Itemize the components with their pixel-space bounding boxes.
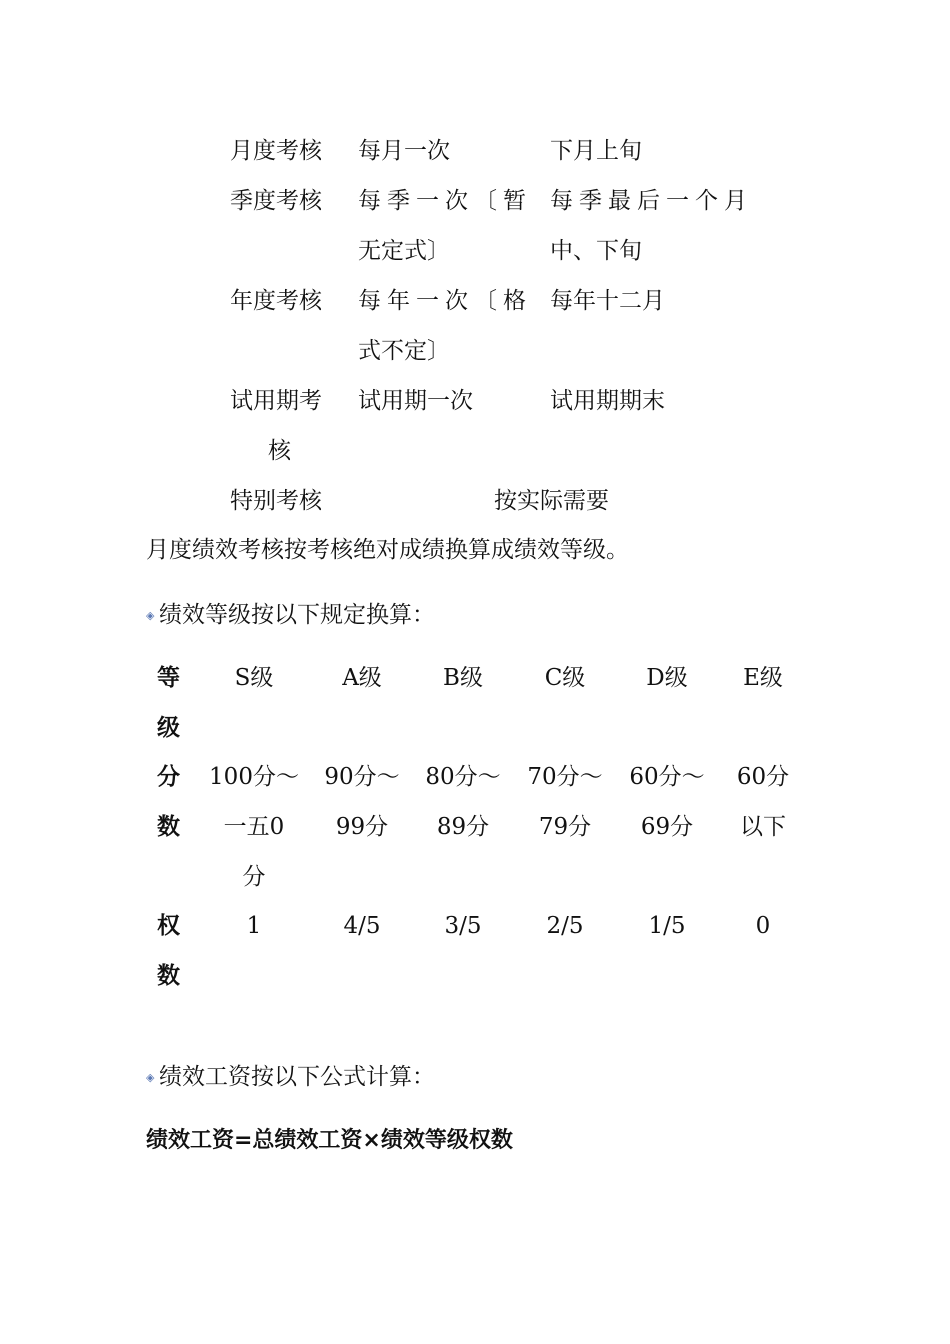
- conversion-paragraph: 月度绩效考核按考核绝对成绩换算成绩效等级。: [146, 537, 629, 563]
- schedule-freq-monthly: 每月一次: [358, 138, 450, 164]
- diamond-bullet-icon: ◈: [146, 1071, 155, 1084]
- score-d-line2: 69分: [640, 814, 694, 840]
- score-e-line2: 以下: [740, 814, 786, 840]
- schedule-timing-probation: 试用期期末: [550, 388, 665, 414]
- score-b-line2: 89分: [436, 814, 490, 840]
- weight-a: 4/5: [343, 913, 381, 939]
- schedule-freq-annual-line2: 式不定〕: [358, 338, 450, 364]
- grade-c: C级: [544, 665, 586, 691]
- score-b-line1: 80分～: [425, 764, 501, 790]
- row-label-score-1: 分: [157, 763, 180, 790]
- grade-a: A级: [342, 665, 382, 691]
- schedule-timing-annual: 每年十二月: [550, 288, 665, 314]
- grade-b: B级: [443, 665, 483, 691]
- row-label-grade-2: 级: [157, 714, 180, 741]
- score-c-line2: 79分: [538, 814, 592, 840]
- formula-heading-text: 绩效工资按以下公式计算：: [159, 1064, 435, 1090]
- salary-formula: 绩效工资=总绩效工资×绩效等级权数: [146, 1128, 513, 1153]
- schedule-type-probation-line2: 核: [268, 438, 291, 464]
- score-s-line2: 一五0: [223, 814, 285, 840]
- score-s-line1: 100分～: [209, 764, 299, 790]
- weight-d: 1/5: [648, 913, 686, 939]
- score-s-line3: 分: [242, 864, 266, 890]
- schedule-timing-monthly: 下月上旬: [550, 138, 642, 164]
- weight-e: 0: [755, 913, 771, 939]
- schedule-type-monthly: 月度考核: [230, 138, 322, 164]
- score-d-line1: 60分～: [629, 764, 705, 790]
- weight-c: 2/5: [546, 913, 584, 939]
- schedule-freq-annual-line1: 每年一次〔格: [358, 288, 532, 314]
- schedule-timing-quarterly-line1: 每季最后一个月: [550, 188, 753, 214]
- grade-rule-heading-text: 绩效等级按以下规定换算：: [159, 602, 435, 628]
- row-label-grade-1: 等: [157, 664, 180, 691]
- row-label-score-2: 数: [157, 813, 180, 840]
- score-a-line1: 90分～: [324, 764, 400, 790]
- score-e-line1: 60分: [736, 764, 790, 790]
- weight-s: 1: [246, 913, 262, 939]
- row-label-weight-2: 数: [157, 962, 180, 989]
- schedule-freq-quarterly-line1: 每季一次〔暂: [358, 188, 532, 214]
- diamond-bullet-icon: ◈: [146, 609, 155, 622]
- schedule-type-annual: 年度考核: [230, 288, 322, 314]
- grade-e: E级: [743, 665, 783, 691]
- formula-heading: [146, 1062, 435, 1093]
- row-label-weight-1: 权: [157, 912, 180, 939]
- weight-b: 3/5: [444, 913, 482, 939]
- grade-rule-heading: [146, 600, 435, 631]
- grade-s: S级: [234, 665, 274, 691]
- grade-d: D级: [646, 665, 688, 691]
- score-c-line1: 70分～: [527, 764, 603, 790]
- score-a-line2: 99分: [335, 814, 389, 840]
- schedule-timing-special: 按实际需要: [494, 488, 609, 514]
- schedule-type-probation-line1: 试用期考: [230, 388, 322, 414]
- schedule-type-special: 特别考核: [230, 488, 322, 514]
- schedule-type-quarterly: 季度考核: [230, 188, 322, 214]
- schedule-timing-quarterly-line2: 中、下旬: [550, 238, 642, 264]
- schedule-freq-quarterly-line2: 无定式〕: [358, 238, 450, 264]
- schedule-freq-probation: 试用期一次: [358, 388, 473, 414]
